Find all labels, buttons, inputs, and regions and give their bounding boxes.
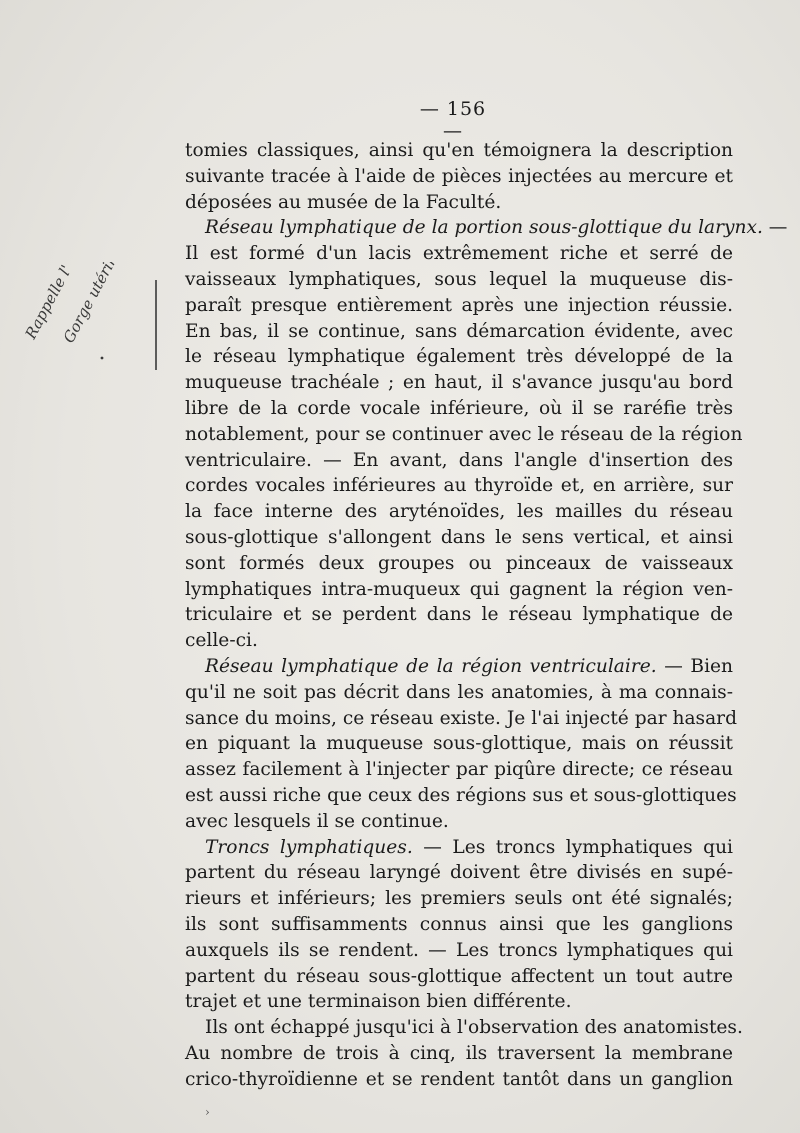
text-line: crico-thyroïdienne et se rendent tantôt dans un ganglion	[185, 1068, 733, 1090]
margin-note-line2: Gorge utérine	[59, 262, 126, 346]
section-heading: Réseau lymphatique de la portion sous-glottique du larynx.	[205, 217, 763, 239]
text-line: ventriculaire. — En avant, dans l'angle d'insertion des	[185, 449, 733, 471]
text-line: notablement, pour se continuer avec le réseau de la région	[185, 423, 743, 445]
text-line: libre de la corde vocale inférieure, où il se raréfie très	[185, 397, 733, 419]
text-line: Il est formé d'un lacis extrêmement riche et serré de	[185, 243, 733, 265]
text-line: Au nombre de trois à cinq, ils traversent la membrane	[185, 1042, 733, 1064]
text-line: suivante tracée à l'aide de pièces injectées au mercure et	[185, 165, 733, 187]
text-line: déposées au musée de la Faculté.	[185, 191, 502, 213]
body-text	[185, 138, 788, 1092]
text-line: lymphatiques intra-muqueux qui gagnent la région ven-	[185, 578, 733, 600]
text-line: En bas, il se continue, sans démarcation évidente, avec	[185, 320, 733, 342]
heading-dash: —	[762, 217, 788, 239]
text-line: sous-glottique s'allongent dans le sens vertical, et ainsi	[185, 526, 733, 548]
text-line: ils sont suffisamments connus ainsi que les ganglions	[185, 913, 733, 935]
text-line: tomies classiques, ainsi qu'en témoignera la description	[185, 140, 733, 161]
text-line: vaisseaux lymphatiques, sous lequel la muqueuse dis-	[185, 268, 733, 290]
text-line: assez facilement à l'injecter par piqûre directe; ce réseau	[185, 759, 733, 781]
text-line: trajet et une terminaison bien différente.	[185, 991, 572, 1013]
text-line: paraît presque entièrement après une injection réussie.	[185, 294, 733, 316]
text-line: auxquels ils se rendent. — Les troncs lymphatiques qui	[185, 939, 733, 961]
text-line: sance du moins, ce réseau existe. Je l'ai injecté par hasard	[185, 707, 737, 729]
text-line: en piquant la muqueuse sous-glottique, mais on réussit	[185, 733, 733, 755]
section-heading-line	[185, 215, 788, 241]
handwritten-margin-note	[14, 262, 164, 372]
text-line: le réseau lymphatique également très développé de la	[185, 346, 733, 368]
text-line: rieurs et inférieurs; les premiers seuls ont été signalés;	[185, 888, 733, 910]
text-line: la face interne des aryténoïdes, les mailles du réseau	[185, 501, 733, 523]
text-line: partent du réseau laryngé doivent être divisés en supé-	[185, 862, 733, 884]
text-line: Ils ont échappé jusqu'ici à l'observation des anatomistes.	[205, 1017, 743, 1039]
margin-note-drawing	[14, 262, 164, 372]
text-line: partent du réseau sous-glottique affectent un tout autre	[185, 965, 733, 987]
section-heading-line	[185, 654, 733, 680]
text-line: celle-ci.	[185, 630, 258, 652]
text-line: triculaire et se perdent dans le réseau lymphatique de	[185, 604, 733, 626]
text-line: avec lesquels il se continue.	[185, 810, 449, 832]
text-line: est aussi riche que ceux des régions sus et sous-glottiques	[185, 784, 737, 806]
page-number: — 156 —	[419, 98, 487, 142]
text-line: muqueuse trachéale ; en haut, il s'avance jusqu'au bord	[185, 372, 733, 394]
text-line: sont formés deux groupes ou pinceaux de vaisseaux	[185, 552, 733, 574]
section-heading: Troncs lymphatiques.	[205, 836, 413, 858]
text-line: qu'il ne soit pas décrit dans les anatomies, à ma connais-	[185, 681, 733, 703]
section-heading: Réseau lymphatique de la région ventriculaire.	[205, 655, 657, 677]
heading-continuation: — Les troncs lymphatiques qui	[412, 836, 733, 858]
scan-mark: ›	[205, 1105, 210, 1119]
heading-continuation: — Bien	[656, 655, 733, 677]
margin-note-dot	[101, 357, 104, 360]
text-line: cordes vocales inférieures au thyroïde et, en arrière, sur	[185, 475, 733, 497]
section-heading-line	[185, 835, 733, 861]
margin-note-line1: Rappelle l'	[21, 262, 76, 342]
